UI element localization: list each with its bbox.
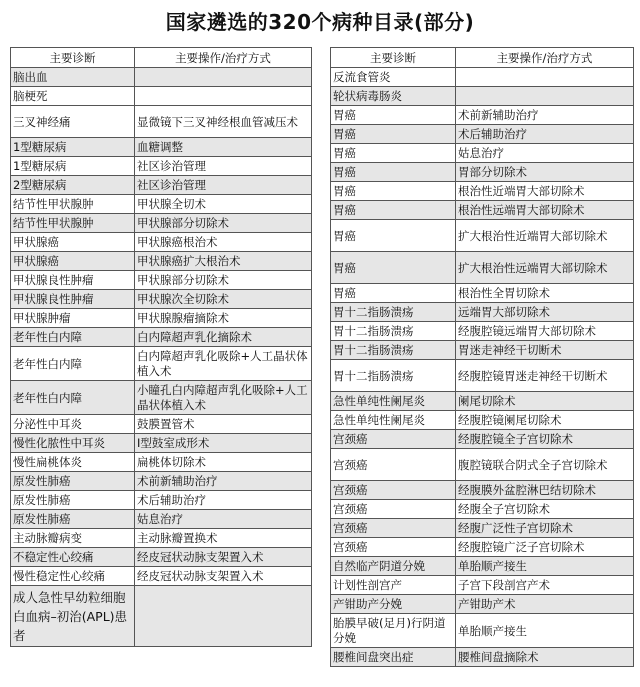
treatment-cell: 经腹膜外盆腔淋巴结切除术 <box>456 481 634 500</box>
treatment-cell: 甲状腺癌扩大根治术 <box>135 252 312 271</box>
diagnosis-cell: 2型糖尿病 <box>11 176 135 195</box>
treatment-cell: 根治性近端胃大部切除术 <box>456 182 634 201</box>
diagnosis-cell: 产钳助产分娩 <box>331 595 456 614</box>
diagnosis-cell: 1型糖尿病 <box>11 157 135 176</box>
diagnosis-cell: 宫颈癌 <box>331 519 456 538</box>
treatment-cell: 经腹腔镜阑尾切除术 <box>456 411 634 430</box>
treatment-cell: 姑息治疗 <box>456 144 634 163</box>
treatment-cell: 单胎顺产接生 <box>456 614 634 648</box>
treatment-cell: 腰椎间盘摘除术 <box>456 648 634 667</box>
header-treatment: 主要操作/治疗方式 <box>456 48 634 68</box>
diagnosis-cell: 胃癌 <box>331 106 456 125</box>
diagnosis-cell: 脑出血 <box>11 68 135 87</box>
diagnosis-cell: 宫颈癌 <box>331 449 456 481</box>
table-row <box>11 529 312 548</box>
treatment-cell: 单胎顺产接生 <box>456 557 634 576</box>
treatment-cell: 经腹全子宫切除术 <box>456 500 634 519</box>
table-row <box>331 220 634 252</box>
table-row <box>11 290 312 309</box>
treatment-cell: 经腹腔镜全子宫切除术 <box>456 430 634 449</box>
page-title: 国家遴选的320个病种目录(部分) <box>165 10 475 34</box>
diagnosis-cell: 胃十二指肠溃疡 <box>331 303 456 322</box>
treatment-cell: 甲状腺部分切除术 <box>135 214 312 233</box>
treatment-cell: 术前新辅助治疗 <box>135 472 312 491</box>
treatment-cell: 甲状腺次全切除术 <box>135 290 312 309</box>
treatment-cell <box>456 68 634 87</box>
treatment-cell: 社区诊治管理 <box>135 157 312 176</box>
diagnosis-cell: 原发性肺癌 <box>11 472 135 491</box>
diagnosis-cell: 甲状腺良性肿瘤 <box>11 290 135 309</box>
table-row <box>11 68 312 87</box>
table-row <box>331 322 634 341</box>
table-row <box>11 510 312 529</box>
treatment-cell: 显微镜下三叉神经根血管减压术 <box>135 106 312 138</box>
diagnosis-cell: 胃癌 <box>331 220 456 252</box>
diagnosis-cell: 三叉神经痛 <box>11 106 135 138</box>
treatment-cell: 胃迷走神经干切断术 <box>456 341 634 360</box>
table-row <box>11 434 312 453</box>
table-row <box>331 557 634 576</box>
treatment-cell: 子宫下段剖宫产术 <box>456 576 634 595</box>
table-row <box>331 303 634 322</box>
table-row <box>331 182 634 201</box>
table-row <box>331 648 634 667</box>
diagnosis-cell: 胎膜早破(足月)行阴道分娩 <box>331 614 456 648</box>
diagnosis-cell: 计划性剖宫产 <box>331 576 456 595</box>
diagnosis-cell: 急性单纯性阑尾炎 <box>331 392 456 411</box>
table-row <box>11 328 312 347</box>
table-row <box>11 214 312 233</box>
treatment-cell: 甲状腺腺瘤摘除术 <box>135 309 312 328</box>
treatment-cell <box>135 87 312 106</box>
treatment-cell: 扁桃体切除术 <box>135 453 312 472</box>
treatment-cell <box>135 68 312 87</box>
table-row <box>11 567 312 586</box>
table-row <box>11 176 312 195</box>
table-row <box>11 491 312 510</box>
table-row <box>11 347 312 381</box>
table-row <box>331 201 634 220</box>
treatment-cell: 经皮冠状动脉支架置入术 <box>135 548 312 567</box>
diagnosis-cell: 慢性化脓性中耳炎 <box>11 434 135 453</box>
treatment-cell: 经腹广泛性子宫切除术 <box>456 519 634 538</box>
table-row <box>331 519 634 538</box>
diagnosis-cell: 宫颈癌 <box>331 481 456 500</box>
treatment-cell: 甲状腺部分切除术 <box>135 271 312 290</box>
table-row <box>11 233 312 252</box>
table-row <box>331 538 634 557</box>
table-row <box>11 252 312 271</box>
diagnosis-cell: 结节性甲状腺肿 <box>11 195 135 214</box>
diagnosis-cell: 结节性甲状腺肿 <box>11 214 135 233</box>
treatment-cell: 经腹腔镜胃迷走神经干切断术 <box>456 360 634 392</box>
treatment-cell: 术后辅助治疗 <box>456 125 634 144</box>
table-row <box>11 586 312 647</box>
table-row <box>331 144 634 163</box>
table-row <box>11 138 312 157</box>
table-row <box>11 271 312 290</box>
header-treatment: 主要操作/治疗方式 <box>135 48 312 68</box>
diagnosis-cell: 慢性扁桃体炎 <box>11 453 135 472</box>
table-row <box>331 125 634 144</box>
treatment-cell: 扩大根治性近端胃大部切除术 <box>456 220 634 252</box>
diagnosis-cell: 主动脉瓣病变 <box>11 529 135 548</box>
table-row <box>331 430 634 449</box>
diagnosis-cell: 甲状腺癌 <box>11 233 135 252</box>
diagnosis-cell: 甲状腺良性肿瘤 <box>11 271 135 290</box>
table-row <box>11 415 312 434</box>
table-row <box>331 576 634 595</box>
table-row <box>11 309 312 328</box>
diagnosis-cell: 胃癌 <box>331 144 456 163</box>
disease-table-right <box>330 47 634 667</box>
treatment-cell: 小瞳孔白内障超声乳化吸除+人工晶状体植入术 <box>135 381 312 415</box>
treatment-cell: 经腹腔镜远端胃大部切除术 <box>456 322 634 341</box>
treatment-cell: 经腹腔镜广泛子宫切除术 <box>456 538 634 557</box>
diagnosis-cell: 宫颈癌 <box>331 430 456 449</box>
table-row <box>331 614 634 648</box>
treatment-cell: 胃部分切除术 <box>456 163 634 182</box>
treatment-cell <box>456 87 634 106</box>
table-row <box>11 472 312 491</box>
table-row <box>331 163 634 182</box>
table-row <box>331 87 634 106</box>
diagnosis-cell: 不稳定性心绞痛 <box>11 548 135 567</box>
table-row <box>331 449 634 481</box>
table-row <box>331 341 634 360</box>
diagnosis-cell: 自然临产阴道分娩 <box>331 557 456 576</box>
treatment-cell: 鼓膜置管术 <box>135 415 312 434</box>
table-row <box>331 481 634 500</box>
treatment-cell: 阑尾切除术 <box>456 392 634 411</box>
treatment-cell: 产钳助产术 <box>456 595 634 614</box>
table-row <box>11 453 312 472</box>
diagnosis-cell: 胃十二指肠溃疡 <box>331 322 456 341</box>
table-row <box>331 500 634 519</box>
table-row <box>11 106 312 138</box>
header-diagnosis: 主要诊断 <box>11 48 135 68</box>
diagnosis-cell: 宫颈癌 <box>331 500 456 519</box>
treatment-cell: 血糖调整 <box>135 138 312 157</box>
treatment-cell: 扩大根治性远端胃大部切除术 <box>456 252 634 284</box>
treatment-cell <box>135 586 312 647</box>
diagnosis-cell: 原发性肺癌 <box>11 491 135 510</box>
table-row <box>331 284 634 303</box>
diagnosis-cell: 胃十二指肠溃疡 <box>331 341 456 360</box>
diagnosis-cell: 反流食管炎 <box>331 68 456 87</box>
diagnosis-cell: 胃癌 <box>331 201 456 220</box>
table-row <box>331 392 634 411</box>
diagnosis-cell: 甲状腺癌 <box>11 252 135 271</box>
treatment-cell: 姑息治疗 <box>135 510 312 529</box>
table-row <box>11 195 312 214</box>
treatment-cell: I型鼓室成形术 <box>135 434 312 453</box>
treatment-cell: 主动脉瓣置换术 <box>135 529 312 548</box>
treatment-cell: 经皮冠状动脉支架置入术 <box>135 567 312 586</box>
diagnosis-cell: 脑梗死 <box>11 87 135 106</box>
disease-table-left <box>10 47 312 647</box>
diagnosis-cell: 成人急性早幼粒细胞白血病–初治(APL)患者 <box>11 586 135 647</box>
diagnosis-cell: 慢性稳定性心绞痛 <box>11 567 135 586</box>
treatment-cell: 甲状腺癌根治术 <box>135 233 312 252</box>
diagnosis-cell: 老年性白内障 <box>11 347 135 381</box>
treatment-cell: 根治性全胃切除术 <box>456 284 634 303</box>
table-row <box>331 595 634 614</box>
diagnosis-cell: 宫颈癌 <box>331 538 456 557</box>
treatment-cell: 腹腔镜联合阴式全子宫切除术 <box>456 449 634 481</box>
treatment-cell: 白内障超声乳化摘除术 <box>135 328 312 347</box>
diagnosis-cell: 胃十二指肠溃疡 <box>331 360 456 392</box>
diagnosis-cell: 胃癌 <box>331 284 456 303</box>
diagnosis-cell: 老年性白内障 <box>11 328 135 347</box>
treatment-cell: 术后辅助治疗 <box>135 491 312 510</box>
treatment-cell: 白内障超声乳化吸除+人工晶状体植入术 <box>135 347 312 381</box>
diagnosis-cell: 轮状病毒肠炎 <box>331 87 456 106</box>
diagnosis-cell: 原发性肺癌 <box>11 510 135 529</box>
treatment-cell: 社区诊治管理 <box>135 176 312 195</box>
table-row <box>11 548 312 567</box>
diagnosis-cell: 胃癌 <box>331 125 456 144</box>
table-row <box>11 381 312 415</box>
diagnosis-cell: 甲状腺肿瘤 <box>11 309 135 328</box>
diagnosis-cell: 分泌性中耳炎 <box>11 415 135 434</box>
table-row <box>331 360 634 392</box>
diagnosis-cell: 1型糖尿病 <box>11 138 135 157</box>
table-row <box>331 411 634 430</box>
table-row <box>11 157 312 176</box>
treatment-cell: 甲状腺全切术 <box>135 195 312 214</box>
diagnosis-cell: 腰椎间盘突出症 <box>331 648 456 667</box>
table-row <box>11 87 312 106</box>
treatment-cell: 术前新辅助治疗 <box>456 106 634 125</box>
treatment-cell: 远端胃大部切除术 <box>456 303 634 322</box>
diagnosis-cell: 胃癌 <box>331 252 456 284</box>
diagnosis-cell: 老年性白内障 <box>11 381 135 415</box>
diagnosis-cell: 急性单纯性阑尾炎 <box>331 411 456 430</box>
treatment-cell: 根治性远端胃大部切除术 <box>456 201 634 220</box>
table-row <box>331 252 634 284</box>
header-diagnosis: 主要诊断 <box>331 48 456 68</box>
diagnosis-cell: 胃癌 <box>331 163 456 182</box>
table-row <box>331 68 634 87</box>
table-row <box>331 106 634 125</box>
diagnosis-cell: 胃癌 <box>331 182 456 201</box>
